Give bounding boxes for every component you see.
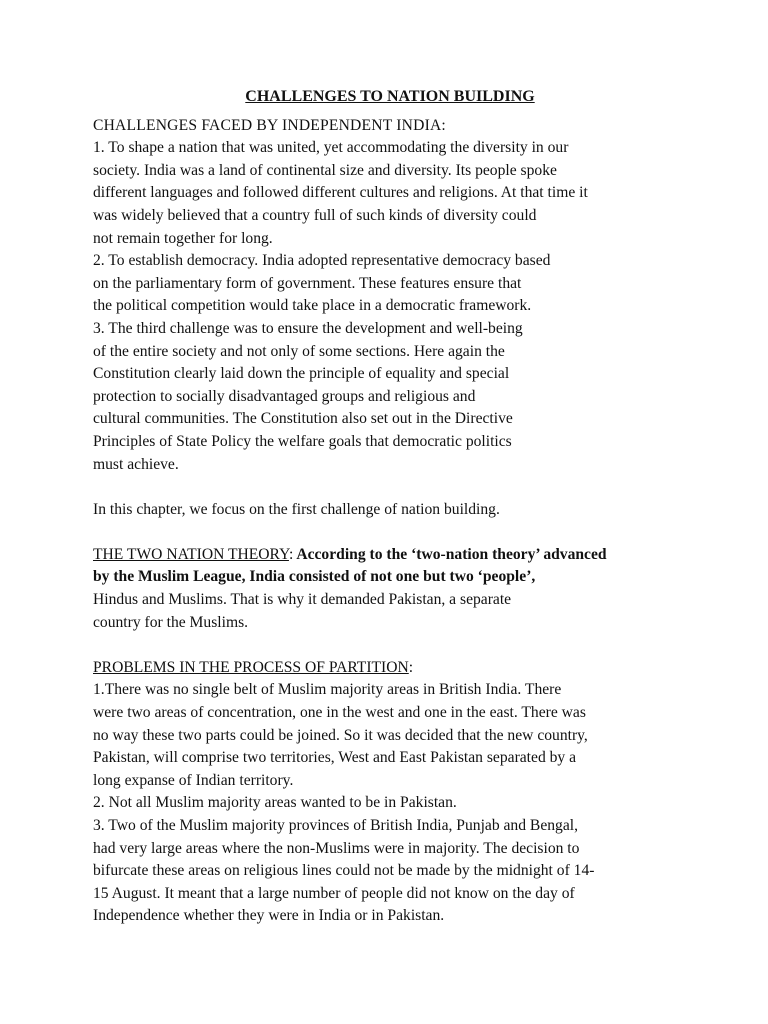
section-heading-two-nation-theory: THE TWO NATION THEORY bbox=[93, 545, 289, 563]
document-page bbox=[93, 86, 693, 928]
paragraph-line: Principles of State Policy the welfare goals that democratic politics bbox=[93, 432, 512, 450]
document-title: CHALLENGES TO NATION BUILDING bbox=[245, 88, 535, 105]
paragraph-line: 3. Two of the Muslim majority provinces of British India, Punjab and Bengal, bbox=[93, 817, 578, 834]
paragraph-line: 2. To establish democracy. India adopted representative democracy based bbox=[93, 252, 551, 270]
paragraph-line: country for the Muslims. bbox=[93, 613, 249, 631]
bold-text: According to the ‘two-nation theory’ advanced bbox=[293, 545, 607, 563]
paragraph-line: 2. Not all Muslim majority areas wanted to be in Pakistan. bbox=[93, 794, 457, 812]
paragraph-line: Hindus and Muslims. That is why it demanded Pakistan, a separate bbox=[93, 591, 512, 609]
paragraph-line: 3. The third challenge was to ensure the development and well-being bbox=[93, 319, 523, 337]
paragraph-line: 1.There was no single belt of Muslim majority areas in British India. There bbox=[93, 681, 562, 699]
paragraph-line: on the parliamentary form of government. These features ensure that bbox=[93, 274, 522, 292]
two-nation-theory-line-2: by the Muslim League, India consisted of not one but two ‘people’, bbox=[93, 568, 536, 586]
paragraph-line: Constitution clearly laid down the principle of equality and special bbox=[93, 365, 510, 383]
paragraph-line: Independence whether they were in India or in Pakistan. bbox=[93, 907, 445, 925]
paragraph-line: had very large areas where the non-Muslims were in majority. The decision to bbox=[93, 839, 580, 857]
section-heading-partition: PROBLEMS IN THE PROCESS OF PARTITION bbox=[93, 658, 409, 676]
paragraph-spacer bbox=[93, 634, 693, 657]
paragraph-line: 1. To shape a nation that was united, yet accommodating the diversity in our bbox=[93, 139, 569, 157]
paragraph-line: different languages and followed different cultures and religions. At that time it bbox=[93, 184, 588, 202]
paragraph-spacer bbox=[93, 476, 693, 499]
paragraph-spacer bbox=[93, 521, 693, 544]
paragraph-line: of the entire society and not only of some sections. Here again the bbox=[93, 342, 505, 360]
paragraph-line: were two areas of concentration, one in the west and one in the east. There was bbox=[93, 704, 586, 722]
heading-colon: : bbox=[288, 545, 294, 563]
paragraph-line: bifurcate these areas on religious lines could not be made by the midnight of 14- bbox=[93, 862, 595, 880]
paragraph-line: not remain together for long. bbox=[93, 229, 273, 247]
paragraph-line: society. India was a land of continental size and diversity. Its people spoke bbox=[93, 161, 557, 179]
focus-line: In this chapter, we focus on the first challenge of nation building. bbox=[93, 500, 500, 518]
section-heading-challenges: CHALLENGES FACED BY INDEPENDENT INDIA: bbox=[93, 116, 446, 134]
paragraph-line: no way these two parts could be joined. So it was decided that the new country, bbox=[93, 726, 588, 744]
partition-heading-line bbox=[93, 657, 693, 680]
paragraph-line: was widely believed that a country full of such kinds of diversity could bbox=[93, 206, 537, 224]
paragraph-line: cultural communities. The Constitution also set out in the Directive bbox=[93, 410, 513, 428]
paragraph-line: protection to socially disadvantaged groups and religious and bbox=[93, 387, 476, 405]
two-nation-theory-line-1 bbox=[93, 544, 693, 567]
paragraph-line: long expanse of Indian territory. bbox=[93, 771, 294, 789]
heading-colon: : bbox=[408, 658, 414, 676]
paragraph-line: the political competition would take place in a democratic framework. bbox=[93, 297, 532, 315]
paragraph-line: Pakistan, will comprise two territories, West and East Pakistan separated by a bbox=[93, 749, 577, 767]
paragraph-line: must achieve. bbox=[93, 455, 179, 473]
paragraph-line: 15 August. It meant that a large number of people did not know on the day of bbox=[93, 884, 575, 902]
